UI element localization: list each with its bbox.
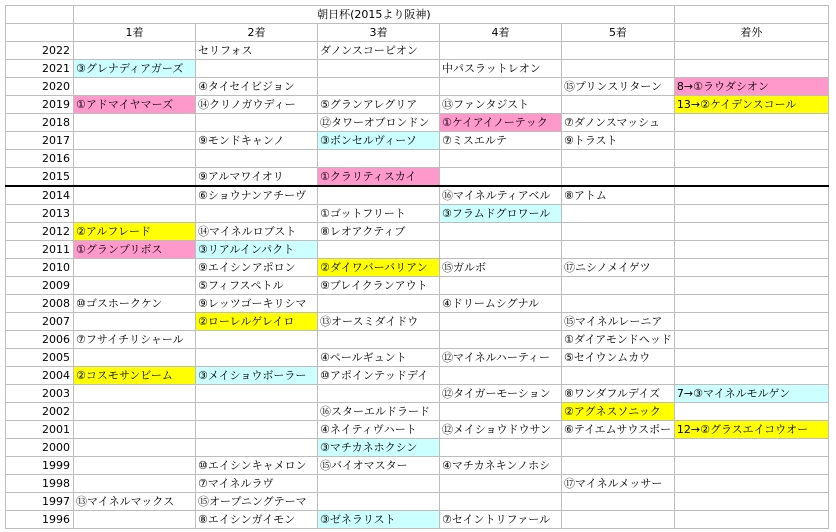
table-row [6, 78, 829, 96]
table-row [6, 150, 829, 168]
header-year [6, 24, 74, 42]
year-cell[interactable]: 2010 [6, 259, 74, 277]
result-cell[interactable]: ①アドマイヤマーズ [74, 96, 196, 114]
result-cell[interactable] [318, 493, 440, 511]
result-cell[interactable]: ⑮バイオマスター [318, 457, 440, 475]
result-cell[interactable] [318, 295, 440, 313]
result-cell[interactable]: ④ネイティヴハート [318, 421, 440, 439]
table-row [6, 421, 829, 439]
result-cell[interactable] [318, 78, 440, 96]
result-cell[interactable]: ③マチカネホクシン [318, 439, 440, 457]
header-4th: 4着 [440, 24, 562, 42]
result-cell[interactable]: ⑤グランアレグリア [318, 96, 440, 114]
result-cell[interactable] [674, 331, 828, 349]
year-cell[interactable]: 2006 [6, 331, 74, 349]
result-cell[interactable]: ⑯スターエルドラード [318, 403, 440, 421]
result-cell[interactable]: ③フラムドグロワール [440, 205, 562, 223]
table-row [6, 295, 829, 313]
result-cell[interactable] [440, 223, 562, 241]
result-cell[interactable]: ⑯マイネルティアベル [440, 186, 562, 205]
result-cell[interactable]: ⑨アルマワイオリ [196, 168, 318, 187]
result-cell[interactable] [562, 511, 675, 529]
result-cell[interactable] [674, 367, 828, 385]
result-cell[interactable]: 7→③マイネルモルゲン [674, 385, 828, 403]
result-cell[interactable] [74, 421, 196, 439]
result-cell[interactable] [674, 150, 828, 168]
result-cell[interactable]: ⑮ガルボ [440, 259, 562, 277]
result-cell[interactable] [74, 385, 196, 403]
result-cell[interactable] [440, 168, 562, 187]
year-cell[interactable]: 1996 [6, 511, 74, 529]
result-cell[interactable]: ⑨モンドキャンノ [196, 132, 318, 150]
result-cell[interactable] [562, 223, 675, 241]
header-row [6, 24, 829, 42]
year-cell[interactable]: 2018 [6, 114, 74, 132]
result-cell[interactable]: 13→②ケイデンスコール [674, 96, 828, 114]
result-cell[interactable]: ⑦マイネルラヴ [196, 475, 318, 493]
result-cell[interactable] [74, 78, 196, 96]
result-cell[interactable] [674, 205, 828, 223]
result-cell[interactable]: ③グレナディアガーズ [74, 60, 196, 78]
result-cell[interactable] [74, 205, 196, 223]
result-cell[interactable]: ⑧レオアクティブ [318, 223, 440, 241]
result-cell[interactable]: ⑦ミスエルテ [440, 132, 562, 150]
header-3rd: 3着 [318, 24, 440, 42]
result-cell[interactable] [74, 277, 196, 295]
result-cell[interactable] [440, 78, 562, 96]
result-cell[interactable]: ⑬ファンタジスト [440, 96, 562, 114]
result-cell[interactable]: ダノンスコーピオン [318, 42, 440, 60]
result-cell[interactable] [674, 114, 828, 132]
result-cell[interactable]: ⑨ブレイクランアウト [318, 277, 440, 295]
result-cell[interactable] [562, 277, 675, 295]
result-cell[interactable]: ⑥テイエムサウスポー [562, 421, 675, 439]
result-cell[interactable] [440, 439, 562, 457]
result-cell[interactable]: ⑨トラスト [562, 132, 675, 150]
header-5th: 5着 [562, 24, 675, 42]
header-1st: 1着 [74, 24, 196, 42]
table-title: 朝日杯(2015より阪神) [74, 6, 675, 24]
result-cell[interactable] [674, 168, 828, 187]
table-row [6, 223, 829, 241]
result-cell[interactable]: ⑧アトム [562, 186, 675, 205]
result-cell[interactable] [674, 349, 828, 367]
table-row [6, 385, 829, 403]
result-cell[interactable] [674, 511, 828, 529]
result-cell[interactable] [196, 385, 318, 403]
result-cell[interactable]: ③ボンセルヴィーソ [318, 132, 440, 150]
result-cell[interactable] [74, 186, 196, 205]
title-row [6, 6, 829, 24]
result-cell[interactable] [562, 150, 675, 168]
result-cell[interactable]: ⑩エイシンキャメロン [196, 457, 318, 475]
result-cell[interactable] [562, 493, 675, 511]
year-cell[interactable]: 2009 [6, 277, 74, 295]
result-cell[interactable] [562, 168, 675, 187]
result-cell[interactable]: ②アルフレード [74, 223, 196, 241]
result-cell[interactable]: ④タイセイビジョン [196, 78, 318, 96]
year-cell[interactable]: 2014 [6, 186, 74, 205]
result-cell[interactable]: ⑦フサイチリシャール [74, 331, 196, 349]
result-cell[interactable]: ⑭クリノガウディー [196, 96, 318, 114]
result-cell[interactable] [318, 186, 440, 205]
result-cell[interactable]: ②ダイワバーバリアン [318, 259, 440, 277]
result-cell[interactable]: ⑫メイショウドウサン [440, 421, 562, 439]
result-cell[interactable] [674, 403, 828, 421]
result-cell[interactable]: ①ケイアイノーテック [440, 114, 562, 132]
result-cell[interactable]: ②アグネスソニック [562, 403, 675, 421]
result-cell[interactable]: ⑩ゴスホークケン [74, 295, 196, 313]
result-cell[interactable]: ⑰ニシノメイゲツ [562, 259, 675, 277]
result-cell[interactable]: セリフォス [196, 42, 318, 60]
result-cell[interactable] [562, 367, 675, 385]
result-cell[interactable] [318, 331, 440, 349]
table-row [6, 403, 829, 421]
result-cell[interactable] [440, 367, 562, 385]
year-cell[interactable]: 2012 [6, 223, 74, 241]
year-cell[interactable]: 2002 [6, 403, 74, 421]
result-cell[interactable] [440, 475, 562, 493]
result-cell[interactable] [440, 42, 562, 60]
result-cell[interactable]: ⑰マイネルメッサー [562, 475, 675, 493]
result-cell[interactable] [74, 259, 196, 277]
table-row [6, 42, 829, 60]
result-cell[interactable] [318, 385, 440, 403]
result-cell[interactable]: ⑭マイネルロブスト [196, 223, 318, 241]
table-row [6, 168, 829, 187]
result-cell[interactable] [74, 403, 196, 421]
result-cell[interactable]: ⑫タイガーモーション [440, 385, 562, 403]
result-cell[interactable] [674, 241, 828, 259]
result-cell[interactable] [562, 205, 675, 223]
result-cell[interactable] [562, 60, 675, 78]
year-cell[interactable]: 2016 [6, 150, 74, 168]
result-cell[interactable] [196, 205, 318, 223]
result-cell[interactable]: ⑤フィフスペトル [196, 277, 318, 295]
result-cell[interactable] [674, 132, 828, 150]
year-cell[interactable]: 2007 [6, 313, 74, 331]
result-cell[interactable] [196, 349, 318, 367]
result-cell[interactable] [674, 295, 828, 313]
result-cell[interactable]: ⑧ワンダフルデイズ [562, 385, 675, 403]
result-cell[interactable] [74, 457, 196, 475]
result-cell[interactable]: ①クラリティスカイ [318, 168, 440, 187]
table-row [6, 349, 829, 367]
result-cell[interactable] [74, 168, 196, 187]
result-cell[interactable] [74, 475, 196, 493]
result-cell[interactable]: ④ドリームシグナル [440, 295, 562, 313]
result-cell[interactable] [674, 223, 828, 241]
results-table [5, 5, 829, 529]
result-cell[interactable] [562, 295, 675, 313]
table-row [6, 439, 829, 457]
result-cell[interactable] [440, 150, 562, 168]
result-cell[interactable] [674, 42, 828, 60]
table-row [6, 60, 829, 78]
result-cell[interactable] [196, 421, 318, 439]
result-cell[interactable] [196, 439, 318, 457]
year-cell[interactable]: 2021 [6, 60, 74, 78]
table-row [6, 511, 829, 529]
result-cell[interactable] [74, 42, 196, 60]
year-cell[interactable]: 2017 [6, 132, 74, 150]
result-cell[interactable] [74, 114, 196, 132]
result-cell[interactable] [562, 241, 675, 259]
table-row [6, 132, 829, 150]
title-spacer [6, 6, 74, 24]
table-row [6, 475, 829, 493]
result-cell[interactable]: ⑫タワーオブロンドン [318, 114, 440, 132]
result-cell[interactable] [562, 457, 675, 475]
year-cell[interactable]: 2000 [6, 439, 74, 457]
result-cell[interactable] [318, 241, 440, 259]
result-cell[interactable] [196, 150, 318, 168]
year-cell[interactable]: 2001 [6, 421, 74, 439]
result-cell[interactable] [674, 493, 828, 511]
result-cell[interactable]: ②コスモサンビーム [74, 367, 196, 385]
result-cell[interactable] [440, 241, 562, 259]
result-cell[interactable] [440, 403, 562, 421]
result-cell[interactable] [440, 277, 562, 295]
result-cell[interactable] [562, 439, 675, 457]
result-cell[interactable]: ⑩アポインテッドデイ [318, 367, 440, 385]
result-cell[interactable] [674, 60, 828, 78]
table-row [6, 313, 829, 331]
result-cell[interactable]: 12→②グラスエイコウオー [674, 421, 828, 439]
result-cell[interactable]: ⑫マイネルハーティー [440, 349, 562, 367]
result-cell[interactable]: ⑤セイウンムカウ [562, 349, 675, 367]
result-cell[interactable] [196, 60, 318, 78]
result-cell[interactable] [674, 313, 828, 331]
table-row [6, 277, 829, 295]
result-cell[interactable] [674, 277, 828, 295]
result-cell[interactable] [440, 493, 562, 511]
result-cell[interactable] [74, 349, 196, 367]
result-cell[interactable]: 8→①ラウダシオン [674, 78, 828, 96]
result-cell[interactable]: ⑬マイネルマックス [74, 493, 196, 511]
result-cell[interactable] [562, 96, 675, 114]
result-cell[interactable]: ⑧エイシンガイモン [196, 511, 318, 529]
result-cell[interactable] [196, 331, 318, 349]
year-cell[interactable]: 2004 [6, 367, 74, 385]
result-cell[interactable]: ⑦セイントリファール [440, 511, 562, 529]
result-cell[interactable]: ⑥ショウナンアチーヴ [196, 186, 318, 205]
result-cell[interactable]: ③ゼネラリスト [318, 511, 440, 529]
result-cell[interactable]: ⑮オープニングテーマ [196, 493, 318, 511]
result-cell[interactable]: ①ダイアモンドヘッド [562, 331, 675, 349]
year-cell[interactable]: 2015 [6, 168, 74, 187]
year-cell[interactable]: 1999 [6, 457, 74, 475]
result-cell[interactable]: ⑨エイシンアポロン [196, 259, 318, 277]
table-row [6, 241, 829, 259]
year-cell[interactable]: 2022 [6, 42, 74, 60]
result-cell[interactable] [196, 114, 318, 132]
title-spacer [674, 6, 828, 24]
year-cell[interactable]: 1997 [6, 493, 74, 511]
table-row [6, 331, 829, 349]
result-cell[interactable]: ⑨レッツゴーキリシマ [196, 295, 318, 313]
year-cell[interactable]: 2005 [6, 349, 74, 367]
result-cell[interactable] [318, 150, 440, 168]
result-cell[interactable]: ④マチカネキンノホシ [440, 457, 562, 475]
result-cell[interactable]: ①ゴットフリート [318, 205, 440, 223]
result-cell[interactable] [318, 475, 440, 493]
year-cell[interactable]: 2008 [6, 295, 74, 313]
year-cell[interactable]: 2003 [6, 385, 74, 403]
result-cell[interactable]: ⑦ダノンスマッシュ [562, 114, 675, 132]
result-cell[interactable] [74, 511, 196, 529]
result-cell[interactable]: 中パスラットレオン [440, 60, 562, 78]
result-cell[interactable] [196, 403, 318, 421]
result-cell[interactable]: ①グランプリボス [74, 241, 196, 259]
result-cell[interactable] [674, 439, 828, 457]
year-cell[interactable]: 1998 [6, 475, 74, 493]
result-cell[interactable]: ③リアルインパクト [196, 241, 318, 259]
table-row [6, 205, 829, 223]
year-cell[interactable]: 2013 [6, 205, 74, 223]
result-cell[interactable]: ③メイショウボーラー [196, 367, 318, 385]
header-2nd: 2着 [196, 24, 318, 42]
table-row [6, 186, 829, 205]
result-cell[interactable] [674, 475, 828, 493]
result-cell[interactable]: ⑮マイネルレーニア [562, 313, 675, 331]
table-row [6, 96, 829, 114]
result-cell[interactable]: ⑬オースミダイドウ [318, 313, 440, 331]
year-cell[interactable]: 2020 [6, 78, 74, 96]
result-cell[interactable]: ②ローレルゲレイロ [196, 313, 318, 331]
result-cell[interactable] [440, 331, 562, 349]
table-row [6, 259, 829, 277]
result-cell[interactable] [674, 259, 828, 277]
table-row [6, 457, 829, 475]
result-cell[interactable] [74, 132, 196, 150]
result-cell[interactable] [74, 150, 196, 168]
result-cell[interactable] [674, 457, 828, 475]
result-cell[interactable] [562, 42, 675, 60]
table-row [6, 114, 829, 132]
result-cell[interactable] [74, 439, 196, 457]
result-cell[interactable] [674, 186, 828, 205]
result-cell[interactable] [74, 313, 196, 331]
table-row [6, 367, 829, 385]
result-cell[interactable]: ⑮プリンスリターン [562, 78, 675, 96]
result-cell[interactable]: ④ペールギュント [318, 349, 440, 367]
year-cell[interactable]: 2011 [6, 241, 74, 259]
table-row [6, 493, 829, 511]
result-cell[interactable] [318, 60, 440, 78]
result-cell[interactable] [440, 313, 562, 331]
year-cell[interactable]: 2019 [6, 96, 74, 114]
header-out: 着外 [674, 24, 828, 42]
